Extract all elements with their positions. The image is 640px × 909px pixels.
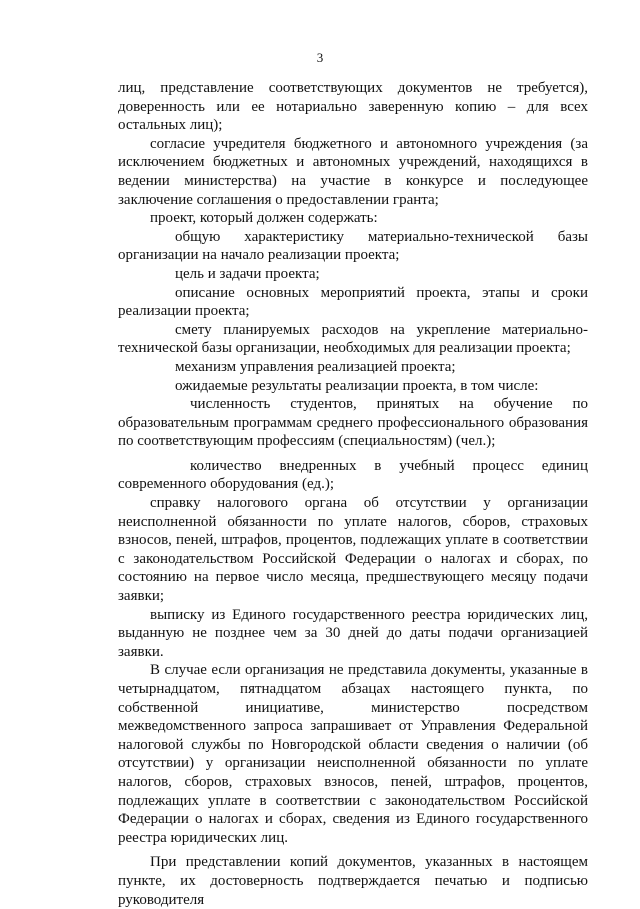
paragraph-expected-results: ожидаемые результаты реализации проекта, в том числе: [175,377,539,394]
paragraph-goals: цель и задачи проекта; [175,265,320,282]
paragraph-project-intro: проект, который должен содержать: [150,210,378,227]
paragraph-base-characteristics: общую характеристику материально-технической базы организации на начало реализации проекта; [118,228,588,264]
paragraph-copies-certification: При представлении копий документов, указанных в настоящем пункте, их достоверность подтверждается печатью и подписью руководителя [118,854,588,908]
paragraph-activities: описание основных мероприятий проекта, этапы и сроки реализации проекта; [118,284,588,320]
document-body [118,79,588,909]
paragraph-registry-extract: выписку из Единого государственного реестра юридических лиц, выданную не позднее чем за 30 дней до даты подачи организацией заявки. [118,606,588,660]
paragraph-students-count: численность студентов, принятых на обучение по образовательным программам среднего профессионального образования по соответствующим профессиям (специальностям) (чел.); [118,396,588,450]
paragraph-equipment-count: количество внедренных в учебный процесс единиц современного оборудования (ед.); [118,457,588,493]
paragraph-budget: смету планируемых расходов на укрепление материально-технической базы организации, необходимых для реализации проекта; [118,321,588,357]
paragraph-founder-consent: согласие учредителя бюджетного и автономного учреждения (за исключением бюджетных и автономных учреждений, находящихся в ведении министерства) на участие в конкурсе и последующее заключение соглашения о предоставлении гранта; [118,135,588,208]
paragraph-tax-certificate: справку налогового органа об отсутствии у организации неисполненной обязанности по уплате налогов, сборов, страховых взносов, пеней, штрафов, процентов, подлежащих уплате в соответствии с законодательством Российской Федерации о налогах и сборах, по состоянию на первое число месяца, предшествующего месяцу подачи заявки; [118,495,588,605]
paragraph-powers-of-attorney: лиц, представление соответствующих документов не требуется), доверенность или ее нотариально заверенную копию – для всех остальных лиц); [118,80,588,134]
paragraph-management: механизм управления реализацией проекта; [175,358,456,375]
page-number: 3 [316,50,324,65]
paragraph-interagency-request: В случае если организация не представила документы, указанные в четырнадцатом, пятнадцатом абзацах настоящего пункта, по собственной инициативе, министерство посредством межведомственного запроса запрашивает от Управления Федеральной налоговой службы по Новгородской области сведения о наличии (об отсутствии) у организации неисполненной обязанности по уплате налогов, сборов, страховых взносов, пеней, штрафов, процентов, подлежащих уплате в соответствии с законодательством Российской Федерации о налогах и сборах, сведения из Единого государственного реестра юридических лиц. [118,662,588,846]
